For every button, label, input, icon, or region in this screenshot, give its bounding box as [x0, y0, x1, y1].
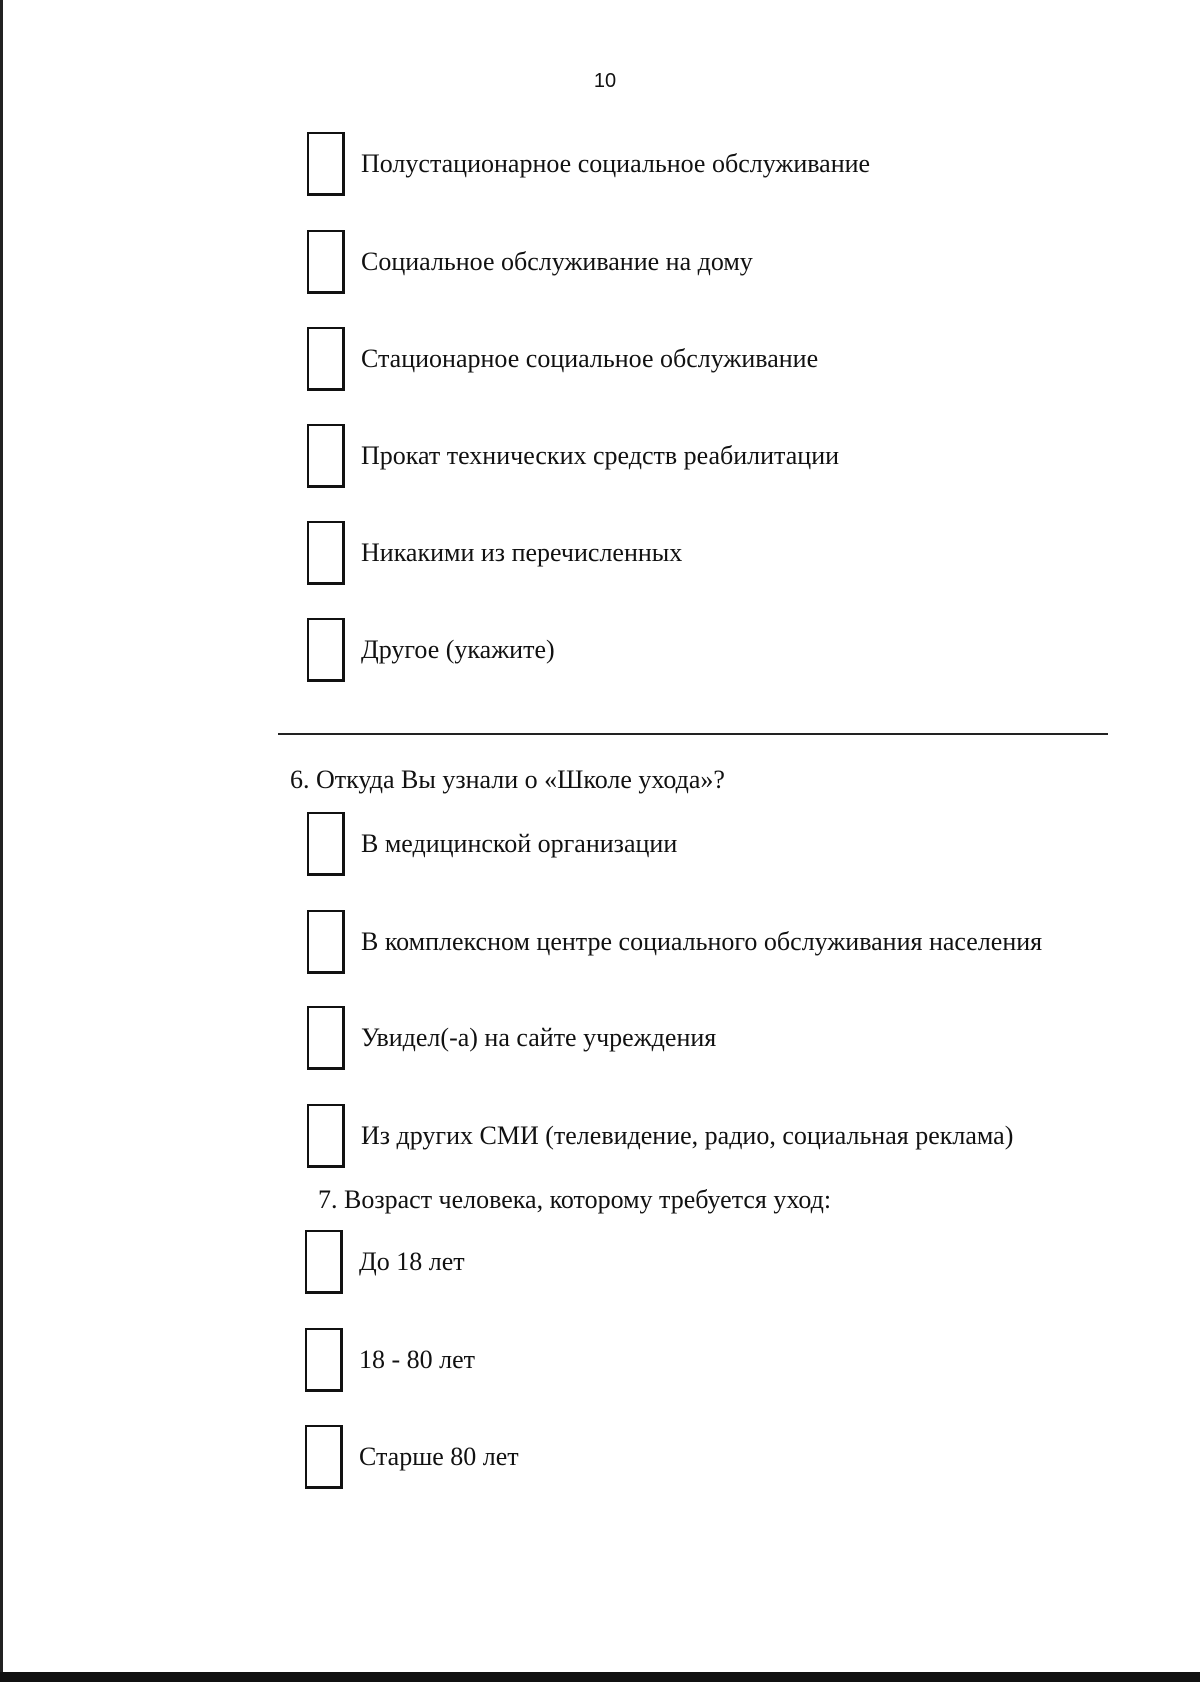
option-media[interactable]: [307, 1104, 1013, 1168]
checkbox[interactable]: [305, 1230, 343, 1294]
option-medical-org[interactable]: [307, 812, 677, 876]
section-divider: [278, 733, 1108, 735]
question-7-title: 7. Возраст человека, которому требуется уход:: [318, 1185, 832, 1214]
option-under-18[interactable]: [305, 1230, 465, 1294]
option-label: Прокат технических средств реабилитации: [361, 441, 840, 470]
option-home-service[interactable]: [307, 230, 753, 294]
option-label: В комплексном центре социального обслуживания населения: [361, 927, 1043, 956]
checkbox[interactable]: [307, 618, 345, 682]
scan-bottom-edge: [0, 1672, 1200, 1682]
checkbox[interactable]: [307, 424, 345, 488]
option-website[interactable]: [307, 1006, 716, 1070]
option-label: Социальное обслуживание на дому: [361, 247, 753, 276]
page-number: 10: [593, 70, 617, 92]
checkbox[interactable]: [307, 230, 345, 294]
checkbox[interactable]: [307, 132, 345, 196]
option-stationary[interactable]: [307, 327, 818, 391]
option-over-80[interactable]: [305, 1425, 519, 1489]
checkbox[interactable]: [307, 910, 345, 974]
checkbox[interactable]: [307, 1104, 345, 1168]
checkbox[interactable]: [307, 812, 345, 876]
option-label: До 18 лет: [359, 1247, 465, 1276]
checkbox[interactable]: [307, 1006, 345, 1070]
option-other[interactable]: [307, 618, 555, 682]
option-label: Другое (укажите): [361, 635, 555, 664]
option-label: Стационарное социальное обслуживание: [361, 344, 819, 373]
checkbox[interactable]: [305, 1425, 343, 1489]
option-label: В медицинской организации: [361, 829, 678, 858]
option-label: Полустационарное социальное обслуживание: [361, 149, 871, 178]
option-rehab-rental[interactable]: [307, 424, 839, 488]
option-semi-stationary[interactable]: [307, 132, 870, 196]
option-social-center[interactable]: [307, 910, 1042, 974]
option-label: Из других СМИ (телевидение, радио, социальная реклама): [361, 1121, 1014, 1150]
checkbox[interactable]: [307, 521, 345, 585]
scan-left-edge: [0, 0, 3, 1682]
checkbox[interactable]: [307, 327, 345, 391]
checkbox[interactable]: [305, 1328, 343, 1392]
question-6-title: 6. Откуда Вы узнали о «Школе ухода»?: [290, 765, 725, 794]
option-label: Увидел(-а) на сайте учреждения: [361, 1023, 717, 1052]
option-18-80[interactable]: [305, 1328, 475, 1392]
option-none[interactable]: [307, 521, 682, 585]
option-label: 18 - 80 лет: [359, 1345, 476, 1374]
option-label: Старше 80 лет: [359, 1442, 519, 1471]
option-label: Никакими из перечисленных: [361, 538, 683, 567]
